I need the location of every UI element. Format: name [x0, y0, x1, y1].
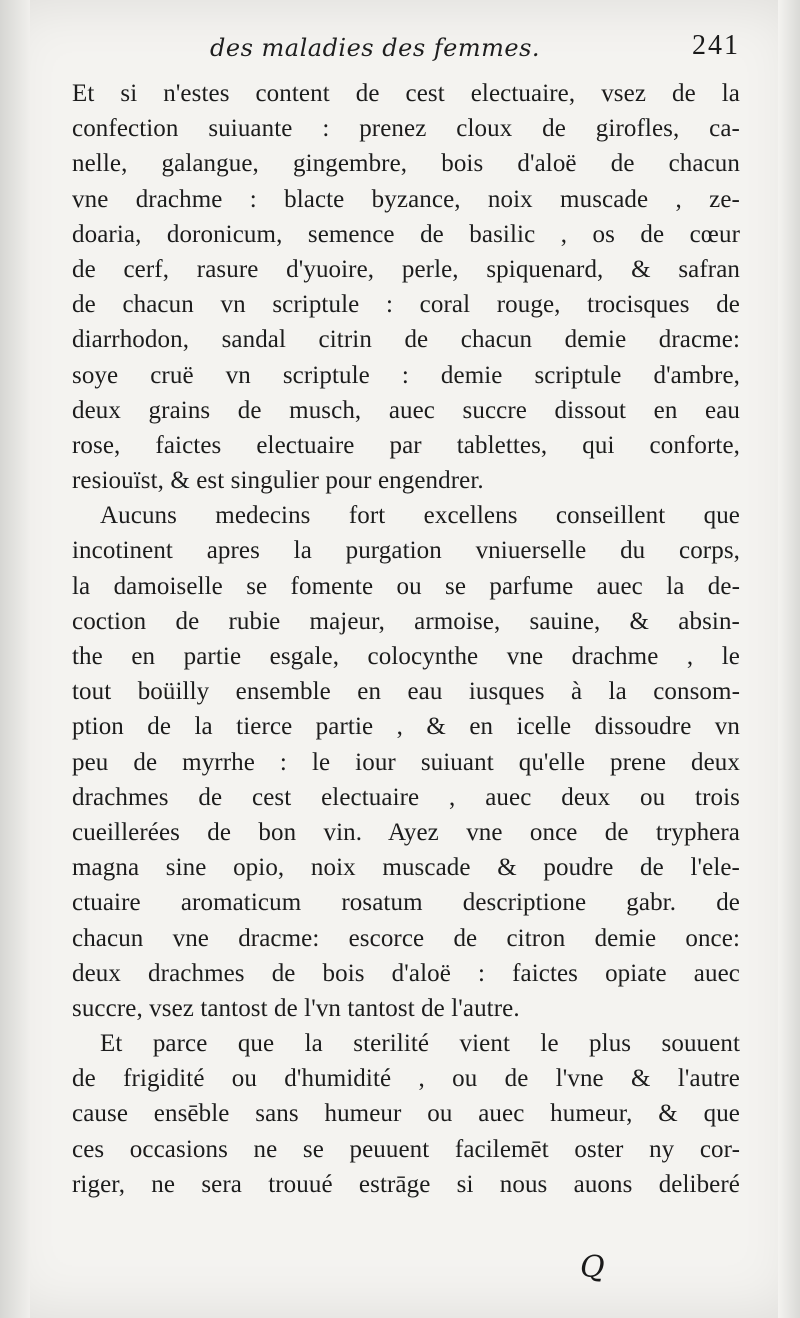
text-line: ctuaire aromaticum rosatum descriptione gabr. de — [72, 889, 740, 917]
text-line: Et si n'estes content de cest electuaire, vsez de la — [72, 80, 740, 107]
text-line: de chacun vn scriptule : coral rouge, trocisques de — [72, 291, 740, 319]
catchword: Q — [580, 1250, 605, 1285]
text-line: riger, ne sera trouué estrāge si nous auons deliberé — [72, 1170, 740, 1198]
text-line: de frigidité ou d'humidité , ou de l'vne & l'autre — [72, 1065, 740, 1093]
text-line: magna sine opio, noix muscade & poudre de l'ele- — [72, 854, 740, 882]
text-line: rose, faictes electuaire par tablettes, qui conforte, — [72, 431, 740, 459]
text-line: de cerf, rasure d'yuoire, perle, spiquenard, & safran — [72, 255, 740, 283]
text-line: soye cruë vn scriptule : demie scriptule d'ambre, — [72, 361, 740, 389]
text-line: incotinent apres la purgation vniuerselle du corps, — [72, 537, 740, 565]
paragraph-start-line: Aucuns medecins fort excellens conseillent que — [100, 502, 740, 530]
text-line: la damoiselle se fomente ou se parfume auec la de- — [72, 572, 740, 600]
text-line: drachmes de cest electuaire , auec deux ou trois — [72, 783, 740, 811]
text-line: coction de rubie majeur, armoise, sauine, & absin- — [72, 607, 740, 635]
text-line: confection suiuante : prenez cloux de girofles, ca- — [72, 115, 740, 143]
text-line: cueillerées de bon vin. Ayez vne once de tryphera — [72, 818, 740, 846]
text-line: ces occasions ne se peuuent facilemēt oster ny cor- — [72, 1135, 740, 1163]
page-number: 241 — [692, 30, 740, 61]
page-gutter — [0, 0, 30, 1318]
text-line: resiouïst, & est singulier pour engendrer. — [72, 467, 484, 495]
text-line: diarrhodon, sandal citrin de chacun demie dracme: — [72, 326, 740, 354]
text-line: deux grains de musch, auec succre dissout en eau — [72, 396, 740, 424]
text-line: succre, vsez tantost de l'vn tantost de l'autre. — [72, 994, 520, 1022]
text-line: ption de la tierce partie , & en icelle dissoudre vn — [72, 713, 740, 741]
page-edge — [778, 0, 800, 1318]
page-header — [70, 30, 750, 74]
text-line: vne drachme : blacte byzance, noix muscade , ze- — [72, 185, 740, 213]
text-line: the en partie esgale, colocynthe vne drachme , le — [72, 643, 740, 670]
body-text — [72, 76, 740, 1202]
text-line: tout boüilly ensemble en eau iusques à la consom- — [72, 678, 740, 706]
text-line: peu de myrrhe : le iour suiuant qu'elle prene deux — [72, 748, 740, 776]
text-line: chacun vne dracme: escorce de citron demie once: — [72, 924, 740, 952]
paragraph-start-line: Et parce que la sterilité vient le plus souuent — [100, 1030, 740, 1058]
text-line: doaria, doronicum, semence de basilic , os de cœur — [72, 220, 740, 248]
text-line: deux drachmes de bois d'aloë : faictes opiate auec — [72, 959, 740, 987]
running-title: des maladies des femmes. — [210, 34, 541, 62]
text-line: cause ensēble sans humeur ou auec humeur, & que — [72, 1100, 740, 1128]
text-line: nelle, galangue, gingembre, bois d'aloë de chacun — [72, 150, 740, 178]
